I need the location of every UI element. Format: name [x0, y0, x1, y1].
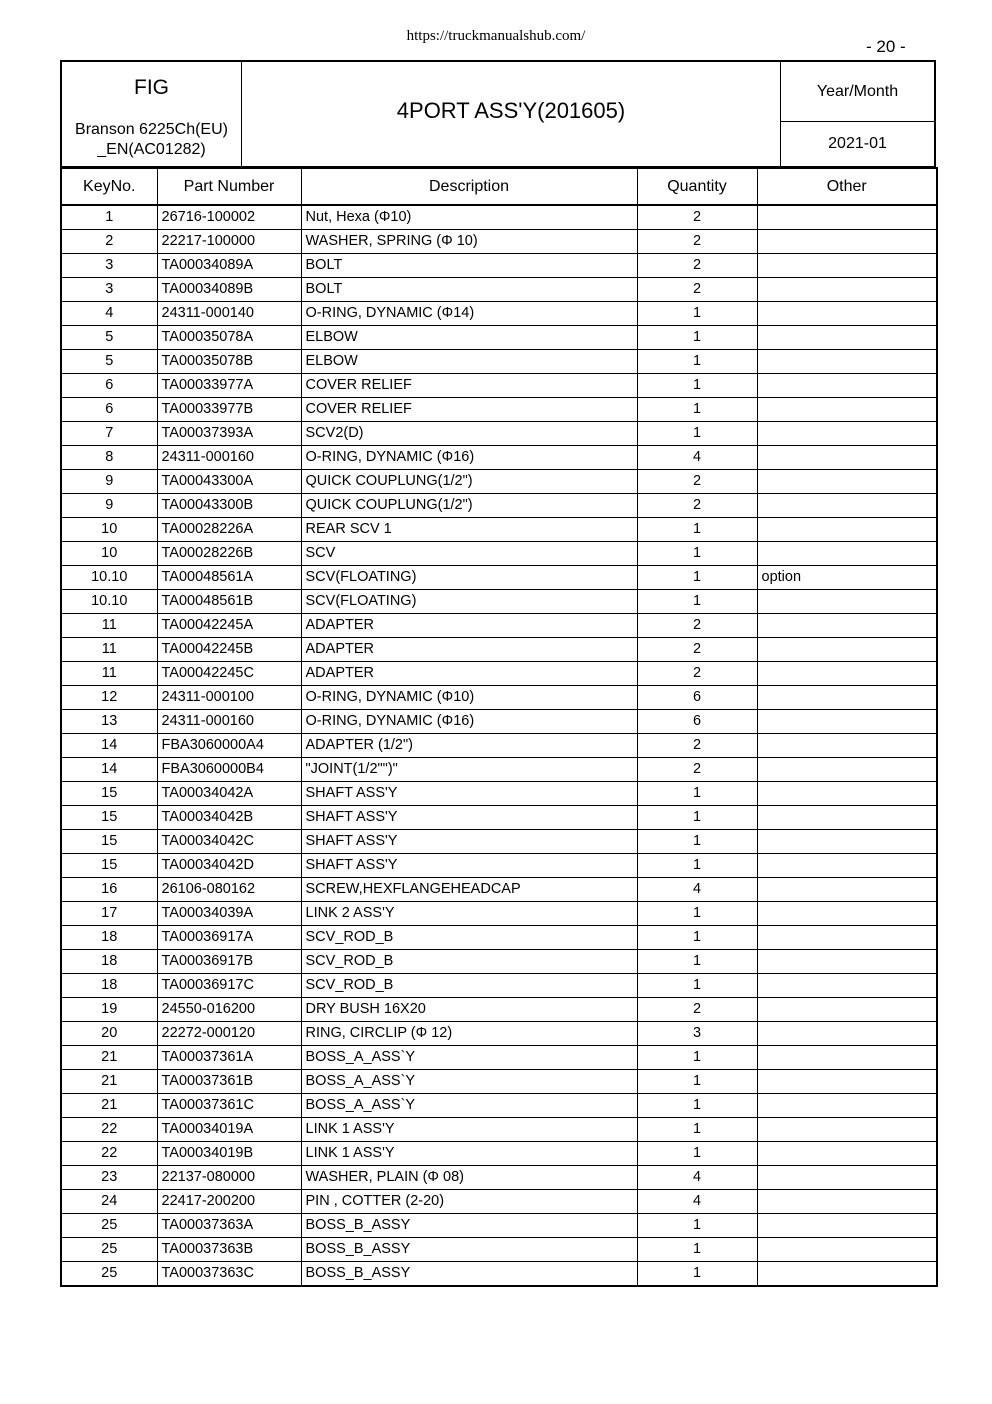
part-number-cell: TA00028226B: [157, 542, 301, 566]
quantity-cell: 1: [637, 302, 757, 326]
part-number-cell: TA00034039A: [157, 902, 301, 926]
table-row: [61, 806, 937, 830]
other-cell: [757, 854, 937, 878]
table-row: [61, 494, 937, 518]
key-no-cell: 16: [61, 878, 157, 902]
header-part-number: Part Number: [157, 168, 301, 205]
part-number-cell: TA00042245A: [157, 614, 301, 638]
model-line-2: _EN(AC01282): [97, 141, 206, 158]
key-no-cell: 15: [61, 854, 157, 878]
other-cell: [757, 494, 937, 518]
other-cell: [757, 1166, 937, 1190]
description-cell: COVER RELIEF: [301, 398, 637, 422]
part-number-cell: TA00036917B: [157, 950, 301, 974]
year-month-value: 2021-01: [828, 135, 887, 152]
key-no-cell: 20: [61, 1022, 157, 1046]
description-cell: SHAFT ASS'Y: [301, 782, 637, 806]
description-cell: "JOINT(1/2"")": [301, 758, 637, 782]
table-row: [61, 1046, 937, 1070]
part-number-cell: TA00034042D: [157, 854, 301, 878]
quantity-cell: 2: [637, 638, 757, 662]
description-cell: ADAPTER: [301, 662, 637, 686]
key-no-cell: 10.10: [61, 590, 157, 614]
quantity-cell: 1: [637, 398, 757, 422]
other-cell: [757, 758, 937, 782]
quantity-cell: 1: [637, 1238, 757, 1262]
table-row: [61, 446, 937, 470]
quantity-cell: 1: [637, 350, 757, 374]
table-row: [61, 926, 937, 950]
part-number-cell: 22217-100000: [157, 230, 301, 254]
other-cell: [757, 230, 937, 254]
header-description: Description: [301, 168, 637, 205]
description-cell: BOSS_A_ASS`Y: [301, 1046, 637, 1070]
other-cell: [757, 398, 937, 422]
other-cell: [757, 446, 937, 470]
table-row: [61, 710, 937, 734]
description-cell: Nut, Hexa (Φ10): [301, 205, 637, 230]
key-no-cell: 21: [61, 1046, 157, 1070]
quantity-cell: 6: [637, 710, 757, 734]
header-quantity: Quantity: [637, 168, 757, 205]
key-no-cell: 18: [61, 926, 157, 950]
other-cell: [757, 590, 937, 614]
table-row: [61, 1190, 937, 1214]
key-no-cell: 5: [61, 350, 157, 374]
part-number-cell: TA00042245B: [157, 638, 301, 662]
key-no-cell: 10: [61, 518, 157, 542]
fig-cell: [62, 62, 242, 166]
part-number-cell: 24550-016200: [157, 998, 301, 1022]
part-number-cell: TA00048561A: [157, 566, 301, 590]
table-row: [61, 518, 937, 542]
key-no-cell: 13: [61, 710, 157, 734]
part-number-cell: TA00034042B: [157, 806, 301, 830]
description-cell: WASHER, SPRING (Φ 10): [301, 230, 637, 254]
other-cell: [757, 470, 937, 494]
table-row: [61, 830, 937, 854]
quantity-cell: 1: [637, 830, 757, 854]
table-row: [61, 302, 937, 326]
other-cell: [757, 302, 937, 326]
quantity-cell: 1: [637, 422, 757, 446]
description-cell: ADAPTER: [301, 614, 637, 638]
part-number-cell: 22137-080000: [157, 1166, 301, 1190]
description-cell: SCV2(D): [301, 422, 637, 446]
table-row: [61, 422, 937, 446]
header-keyno: KeyNo.: [61, 168, 157, 205]
table-row: [61, 878, 937, 902]
quantity-cell: 4: [637, 446, 757, 470]
other-cell: [757, 1046, 937, 1070]
quantity-cell: 1: [637, 1046, 757, 1070]
description-cell: BOLT: [301, 278, 637, 302]
description-cell: SCREW,HEXFLANGEHEADCAP: [301, 878, 637, 902]
part-number-cell: TA00034019A: [157, 1118, 301, 1142]
description-cell: SCV_ROD_B: [301, 926, 637, 950]
other-cell: [757, 205, 937, 230]
other-cell: [757, 326, 937, 350]
table-row: [61, 1094, 937, 1118]
key-no-cell: 11: [61, 638, 157, 662]
key-no-cell: 23: [61, 1166, 157, 1190]
key-no-cell: 25: [61, 1214, 157, 1238]
key-no-cell: 25: [61, 1238, 157, 1262]
description-cell: BOLT: [301, 254, 637, 278]
other-cell: [757, 542, 937, 566]
table-row: [61, 566, 937, 590]
key-no-cell: 11: [61, 614, 157, 638]
source-url: https://truckmanualshub.com/: [406, 28, 586, 44]
part-number-cell: TA00034042C: [157, 830, 301, 854]
table-row: [61, 998, 937, 1022]
quantity-cell: 1: [637, 854, 757, 878]
part-number-cell: TA00037363A: [157, 1214, 301, 1238]
description-cell: QUICK COUPLUNG(1/2"): [301, 494, 637, 518]
table-row: [61, 1262, 937, 1287]
description-cell: PIN , COTTER (2-20): [301, 1190, 637, 1214]
quantity-cell: 1: [637, 542, 757, 566]
key-no-cell: 10: [61, 542, 157, 566]
description-cell: ADAPTER: [301, 638, 637, 662]
quantity-cell: 1: [637, 374, 757, 398]
document-header: [60, 60, 936, 168]
part-number-cell: 22272-000120: [157, 1022, 301, 1046]
header-other: Other: [757, 168, 937, 205]
part-number-cell: TA00048561B: [157, 590, 301, 614]
part-number-cell: TA00042245C: [157, 662, 301, 686]
quantity-cell: 1: [637, 782, 757, 806]
description-cell: O-RING, DYNAMIC (Φ14): [301, 302, 637, 326]
part-number-cell: TA00037361B: [157, 1070, 301, 1094]
part-number-cell: TA00036917C: [157, 974, 301, 998]
table-row: [61, 1022, 937, 1046]
description-cell: SCV(FLOATING): [301, 566, 637, 590]
description-cell: O-RING, DYNAMIC (Φ16): [301, 710, 637, 734]
part-number-cell: TA00036917A: [157, 926, 301, 950]
other-cell: [757, 806, 937, 830]
key-no-cell: 17: [61, 902, 157, 926]
description-cell: O-RING, DYNAMIC (Φ16): [301, 446, 637, 470]
part-number-cell: FBA3060000B4: [157, 758, 301, 782]
part-number-cell: 22417-200200: [157, 1190, 301, 1214]
description-cell: SHAFT ASS'Y: [301, 806, 637, 830]
part-number-cell: TA00034089B: [157, 278, 301, 302]
other-cell: [757, 830, 937, 854]
part-number-cell: TA00034042A: [157, 782, 301, 806]
quantity-cell: 1: [637, 326, 757, 350]
other-cell: [757, 710, 937, 734]
page-number: - 20 -: [866, 37, 906, 56]
other-cell: [757, 950, 937, 974]
table-row: [61, 614, 937, 638]
quantity-cell: 1: [637, 518, 757, 542]
description-cell: LINK 2 ASS'Y: [301, 902, 637, 926]
table-row: [61, 1142, 937, 1166]
description-cell: BOSS_B_ASSY: [301, 1214, 637, 1238]
key-no-cell: 22: [61, 1142, 157, 1166]
key-no-cell: 4: [61, 302, 157, 326]
quantity-cell: 2: [637, 758, 757, 782]
description-cell: SCV: [301, 542, 637, 566]
part-number-cell: TA00043300A: [157, 470, 301, 494]
table-row: [61, 758, 937, 782]
other-cell: [757, 1094, 937, 1118]
table-row: [61, 205, 937, 230]
key-no-cell: 3: [61, 254, 157, 278]
table-row: [61, 326, 937, 350]
other-cell: [757, 902, 937, 926]
description-cell: ADAPTER (1/2"): [301, 734, 637, 758]
key-no-cell: 10.10: [61, 566, 157, 590]
description-cell: RING, CIRCLIP (Φ 12): [301, 1022, 637, 1046]
key-no-cell: 21: [61, 1094, 157, 1118]
table-row: [61, 686, 937, 710]
quantity-cell: 1: [637, 1262, 757, 1287]
other-cell: [757, 1262, 937, 1287]
part-number-cell: 24311-000100: [157, 686, 301, 710]
part-number-cell: TA00034019B: [157, 1142, 301, 1166]
part-number-cell: 24311-000160: [157, 446, 301, 470]
other-cell: [757, 1118, 937, 1142]
part-number-cell: 24311-000160: [157, 710, 301, 734]
description-cell: LINK 1 ASS'Y: [301, 1118, 637, 1142]
quantity-cell: 1: [637, 1094, 757, 1118]
table-row: [61, 1070, 937, 1094]
other-cell: [757, 734, 937, 758]
table-row: [61, 230, 937, 254]
other-cell: [757, 518, 937, 542]
description-cell: COVER RELIEF: [301, 374, 637, 398]
model-name: [62, 120, 241, 160]
other-cell: [757, 1190, 937, 1214]
description-cell: SCV_ROD_B: [301, 950, 637, 974]
description-cell: SCV_ROD_B: [301, 974, 637, 998]
key-no-cell: 24: [61, 1190, 157, 1214]
other-cell: [757, 1214, 937, 1238]
table-row: [61, 590, 937, 614]
key-no-cell: 18: [61, 974, 157, 998]
description-cell: ELBOW: [301, 350, 637, 374]
quantity-cell: 2: [637, 254, 757, 278]
key-no-cell: 15: [61, 806, 157, 830]
key-no-cell: 6: [61, 398, 157, 422]
table-row: [61, 350, 937, 374]
key-no-cell: 7: [61, 422, 157, 446]
quantity-cell: 2: [637, 662, 757, 686]
quantity-cell: 2: [637, 230, 757, 254]
part-number-cell: TA00037361C: [157, 1094, 301, 1118]
quantity-cell: 1: [637, 950, 757, 974]
quantity-cell: 2: [637, 998, 757, 1022]
table-row: [61, 542, 937, 566]
key-no-cell: 1: [61, 205, 157, 230]
year-month-cell: [781, 62, 934, 166]
other-cell: [757, 278, 937, 302]
table-header-row: [61, 168, 937, 205]
description-cell: QUICK COUPLUNG(1/2"): [301, 470, 637, 494]
description-cell: O-RING, DYNAMIC (Φ10): [301, 686, 637, 710]
description-cell: LINK 1 ASS'Y: [301, 1142, 637, 1166]
table-row: [61, 950, 937, 974]
quantity-cell: 6: [637, 686, 757, 710]
quantity-cell: 2: [637, 470, 757, 494]
key-no-cell: 9: [61, 470, 157, 494]
description-cell: SCV(FLOATING): [301, 590, 637, 614]
other-cell: [757, 422, 937, 446]
year-month-label: Year/Month: [781, 62, 934, 122]
other-cell: option: [757, 566, 937, 590]
table-row: [61, 638, 937, 662]
quantity-cell: 4: [637, 1190, 757, 1214]
quantity-cell: 3: [637, 1022, 757, 1046]
table-row: [61, 782, 937, 806]
table-row: [61, 902, 937, 926]
quantity-cell: 1: [637, 974, 757, 998]
part-number-cell: TA00037363B: [157, 1238, 301, 1262]
key-no-cell: 22: [61, 1118, 157, 1142]
key-no-cell: 14: [61, 758, 157, 782]
quantity-cell: 1: [637, 926, 757, 950]
key-no-cell: 5: [61, 326, 157, 350]
other-cell: [757, 638, 937, 662]
quantity-cell: 1: [637, 1070, 757, 1094]
quantity-cell: 2: [637, 614, 757, 638]
quantity-cell: 4: [637, 878, 757, 902]
other-cell: [757, 254, 937, 278]
quantity-cell: 1: [637, 590, 757, 614]
assembly-title: 4PORT ASS'Y(201605): [242, 62, 781, 166]
quantity-cell: 2: [637, 278, 757, 302]
part-number-cell: TA00033977A: [157, 374, 301, 398]
table-row: [61, 1118, 937, 1142]
other-cell: [757, 686, 937, 710]
table-row: [61, 974, 937, 998]
quantity-cell: 2: [637, 734, 757, 758]
quantity-cell: 1: [637, 902, 757, 926]
quantity-cell: 4: [637, 1166, 757, 1190]
key-no-cell: 2: [61, 230, 157, 254]
table-row: [61, 1166, 937, 1190]
part-number-cell: TA00035078A: [157, 326, 301, 350]
description-cell: SHAFT ASS'Y: [301, 830, 637, 854]
key-no-cell: 21: [61, 1070, 157, 1094]
key-no-cell: 9: [61, 494, 157, 518]
key-no-cell: 25: [61, 1262, 157, 1287]
other-cell: [757, 782, 937, 806]
description-cell: DRY BUSH 16X20: [301, 998, 637, 1022]
part-number-cell: TA00037361A: [157, 1046, 301, 1070]
other-cell: [757, 1142, 937, 1166]
other-cell: [757, 614, 937, 638]
part-number-cell: TA00043300B: [157, 494, 301, 518]
quantity-cell: 1: [637, 1118, 757, 1142]
other-cell: [757, 1022, 937, 1046]
description-cell: SHAFT ASS'Y: [301, 854, 637, 878]
part-number-cell: 24311-000140: [157, 302, 301, 326]
key-no-cell: 15: [61, 782, 157, 806]
other-cell: [757, 926, 937, 950]
other-cell: [757, 974, 937, 998]
description-cell: REAR SCV 1: [301, 518, 637, 542]
key-no-cell: 15: [61, 830, 157, 854]
other-cell: [757, 878, 937, 902]
part-number-cell: TA00037393A: [157, 422, 301, 446]
part-number-cell: TA00033977B: [157, 398, 301, 422]
description-cell: BOSS_A_ASS`Y: [301, 1094, 637, 1118]
part-number-cell: TA00037363C: [157, 1262, 301, 1287]
quantity-cell: 1: [637, 566, 757, 590]
part-number-cell: 26106-080162: [157, 878, 301, 902]
quantity-cell: 1: [637, 1214, 757, 1238]
table-row: [61, 374, 937, 398]
quantity-cell: 1: [637, 1142, 757, 1166]
other-cell: [757, 1070, 937, 1094]
quantity-cell: 1: [637, 806, 757, 830]
parts-table: [60, 167, 938, 1287]
table-row: [61, 398, 937, 422]
table-row: [61, 854, 937, 878]
key-no-cell: 8: [61, 446, 157, 470]
table-row: [61, 1238, 937, 1262]
part-number-cell: TA00035078B: [157, 350, 301, 374]
quantity-cell: 2: [637, 205, 757, 230]
description-cell: WASHER, PLAIN (Φ 08): [301, 1166, 637, 1190]
other-cell: [757, 350, 937, 374]
parts-table-body: [61, 205, 937, 1286]
description-cell: BOSS_B_ASSY: [301, 1262, 637, 1287]
table-row: [61, 662, 937, 686]
table-row: [61, 278, 937, 302]
table-row: [61, 254, 937, 278]
description-cell: ELBOW: [301, 326, 637, 350]
description-cell: BOSS_B_ASSY: [301, 1238, 637, 1262]
part-number-cell: TA00034089A: [157, 254, 301, 278]
other-cell: [757, 374, 937, 398]
other-cell: [757, 1238, 937, 1262]
part-number-cell: TA00028226A: [157, 518, 301, 542]
other-cell: [757, 998, 937, 1022]
part-number-cell: 26716-100002: [157, 205, 301, 230]
other-cell: [757, 662, 937, 686]
quantity-cell: 2: [637, 494, 757, 518]
key-no-cell: 14: [61, 734, 157, 758]
key-no-cell: 18: [61, 950, 157, 974]
table-row: [61, 734, 937, 758]
key-no-cell: 11: [61, 662, 157, 686]
table-row: [61, 470, 937, 494]
key-no-cell: 19: [61, 998, 157, 1022]
description-cell: BOSS_A_ASS`Y: [301, 1070, 637, 1094]
key-no-cell: 6: [61, 374, 157, 398]
fig-label: FIG: [134, 76, 169, 99]
model-line-1: Branson 6225Ch(EU): [75, 121, 228, 138]
key-no-cell: 3: [61, 278, 157, 302]
key-no-cell: 12: [61, 686, 157, 710]
table-row: [61, 1214, 937, 1238]
part-number-cell: FBA3060000A4: [157, 734, 301, 758]
